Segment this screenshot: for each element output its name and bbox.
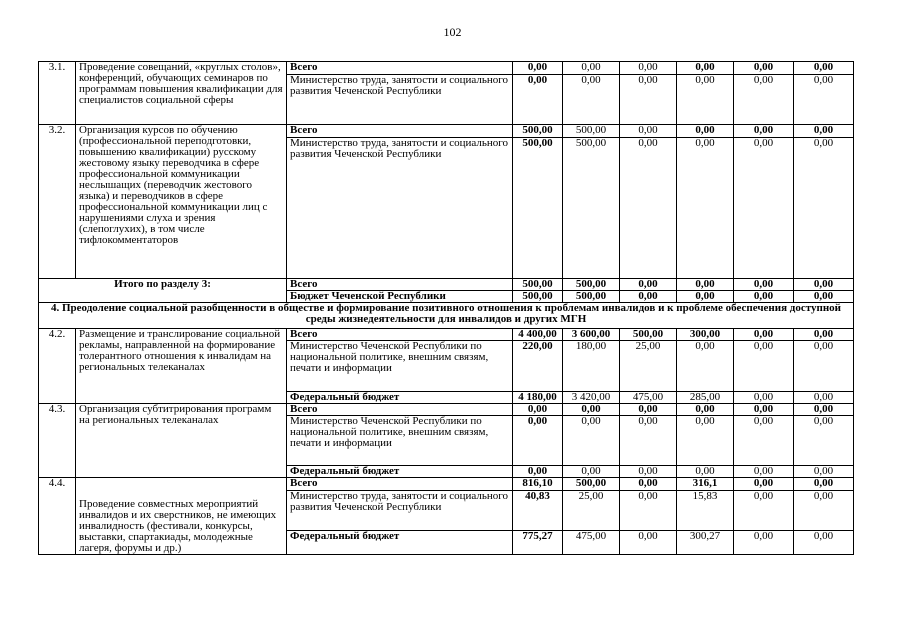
value-cell: 0,00 bbox=[677, 138, 734, 279]
funding-source: Министерство Чеченской Республики по национальной политике, внешним связям, печати и информации bbox=[287, 416, 513, 466]
value-cell: 0,00 bbox=[620, 416, 677, 466]
value-cell: 0,00 bbox=[794, 329, 854, 341]
value-cell: 0,00 bbox=[513, 75, 563, 125]
value-cell: 25,00 bbox=[620, 341, 677, 392]
value-cell: 0,00 bbox=[794, 341, 854, 392]
table-row bbox=[39, 404, 854, 416]
value-cell: 180,00 bbox=[563, 341, 620, 392]
value-cell: 300,27 bbox=[677, 531, 734, 555]
value-cell: 0,00 bbox=[734, 392, 794, 404]
value-cell: 40,83 bbox=[513, 491, 563, 531]
value-cell: 0,00 bbox=[734, 416, 794, 466]
section-total-label: Итого по разделу 3: bbox=[39, 279, 287, 303]
value-cell: 0,00 bbox=[620, 404, 677, 416]
budget-table bbox=[38, 61, 854, 555]
row-index: 3.1. bbox=[39, 62, 76, 125]
value-cell: 0,00 bbox=[620, 466, 677, 478]
value-cell: 0,00 bbox=[513, 404, 563, 416]
activity-cell: Размещение и транслирование социальной рекламы, направленной на формирование толерантного отношения к инвалидам на региональных телеканалах bbox=[76, 329, 287, 404]
value-cell: 4 400,00 bbox=[513, 329, 563, 341]
value-cell: 816,10 bbox=[513, 478, 563, 491]
funding-source: Федеральный бюджет bbox=[287, 392, 513, 404]
value-cell: 0,00 bbox=[734, 291, 794, 303]
value-cell: 0,00 bbox=[734, 279, 794, 291]
row-index: 3.2. bbox=[39, 125, 76, 279]
row-index: 4.2. bbox=[39, 329, 76, 404]
value-cell: 0,00 bbox=[563, 404, 620, 416]
value-cell: 0,00 bbox=[794, 291, 854, 303]
value-cell: 0,00 bbox=[563, 466, 620, 478]
value-cell: 500,00 bbox=[513, 279, 563, 291]
value-cell: 0,00 bbox=[620, 279, 677, 291]
value-cell: 0,00 bbox=[620, 491, 677, 531]
value-cell: 0,00 bbox=[794, 491, 854, 531]
value-cell: 0,00 bbox=[677, 291, 734, 303]
funding-source: Министерство труда, занятости и социального развития Чеченской Республики bbox=[287, 75, 513, 125]
value-cell: 0,00 bbox=[620, 478, 677, 491]
value-cell: 0,00 bbox=[734, 404, 794, 416]
section-heading: 4. Преодоление социальной разобщенности в обществе и формирование позитивного отношения к проблемам инвалидов и к проблеме обеспечения доступной среды жизнедеятельности для инвалидов и других МГН bbox=[39, 303, 854, 329]
value-cell: 0,00 bbox=[677, 279, 734, 291]
funding-source: Всего bbox=[287, 279, 513, 291]
value-cell: 0,00 bbox=[620, 138, 677, 279]
value-cell: 475,00 bbox=[563, 531, 620, 555]
value-cell: 0,00 bbox=[734, 125, 794, 138]
value-cell: 0,00 bbox=[513, 416, 563, 466]
value-cell: 220,00 bbox=[513, 341, 563, 392]
value-cell: 500,00 bbox=[563, 478, 620, 491]
activity-cell: Проведение совместных мероприятий инвалидов и их сверстников, не имеющих инвалидность (фестивали, конкурсы, выставки, спартакиады, молодежные лагеря, форумы и др.) bbox=[76, 478, 287, 555]
funding-source: Всего bbox=[287, 478, 513, 491]
value-cell: 285,00 bbox=[677, 392, 734, 404]
value-cell: 0,00 bbox=[620, 531, 677, 555]
value-cell: 0,00 bbox=[794, 125, 854, 138]
funding-source: Федеральный бюджет bbox=[287, 466, 513, 478]
value-cell: 0,00 bbox=[620, 291, 677, 303]
value-cell: 0,00 bbox=[794, 75, 854, 125]
value-cell: 475,00 bbox=[620, 392, 677, 404]
funding-source: Министерство Чеченской Республики по национальной политике, внешним связям, печати и информации bbox=[287, 341, 513, 392]
value-cell: 0,00 bbox=[563, 75, 620, 125]
funding-source: Бюджет Чеченской Республики bbox=[287, 291, 513, 303]
value-cell: 500,00 bbox=[513, 125, 563, 138]
value-cell: 0,00 bbox=[794, 478, 854, 491]
table-row bbox=[39, 62, 854, 75]
row-index: 4.4. bbox=[39, 478, 76, 555]
activity-cell: Проведение совещаний, «круглых столов», конференций, обучающих семинаров по программам повышения квалификации для специалистов социальной сферы bbox=[76, 62, 287, 125]
funding-source: Всего bbox=[287, 125, 513, 138]
value-cell: 0,00 bbox=[513, 62, 563, 75]
value-cell: 500,00 bbox=[563, 279, 620, 291]
value-cell: 0,00 bbox=[734, 531, 794, 555]
value-cell: 0,00 bbox=[563, 416, 620, 466]
value-cell: 300,00 bbox=[677, 329, 734, 341]
funding-source: Всего bbox=[287, 62, 513, 75]
value-cell: 0,00 bbox=[794, 392, 854, 404]
value-cell: 0,00 bbox=[734, 491, 794, 531]
value-cell: 0,00 bbox=[677, 416, 734, 466]
table-row bbox=[39, 478, 854, 491]
value-cell: 0,00 bbox=[677, 125, 734, 138]
page-number: 102 bbox=[443, 25, 462, 39]
value-cell: 316,1 bbox=[677, 478, 734, 491]
value-cell: 500,00 bbox=[563, 138, 620, 279]
funding-source: Всего bbox=[287, 329, 513, 341]
value-cell: 15,83 bbox=[677, 491, 734, 531]
value-cell: 0,00 bbox=[794, 138, 854, 279]
funding-source: Министерство труда, занятости и социального развития Чеченской Республики bbox=[287, 138, 513, 279]
value-cell: 0,00 bbox=[794, 62, 854, 75]
value-cell: 0,00 bbox=[677, 404, 734, 416]
value-cell: 0,00 bbox=[513, 466, 563, 478]
funding-source: Федеральный бюджет bbox=[287, 531, 513, 555]
value-cell: 0,00 bbox=[620, 62, 677, 75]
value-cell: 0,00 bbox=[734, 62, 794, 75]
value-cell: 3 420,00 bbox=[563, 392, 620, 404]
value-cell: 0,00 bbox=[677, 62, 734, 75]
value-cell: 0,00 bbox=[734, 329, 794, 341]
value-cell: 0,00 bbox=[677, 75, 734, 125]
table-row bbox=[39, 125, 854, 138]
row-index: 4.3. bbox=[39, 404, 76, 478]
value-cell: 0,00 bbox=[734, 466, 794, 478]
value-cell: 0,00 bbox=[677, 341, 734, 392]
value-cell: 0,00 bbox=[794, 404, 854, 416]
value-cell: 0,00 bbox=[734, 478, 794, 491]
value-cell: 775,27 bbox=[513, 531, 563, 555]
table-row bbox=[39, 279, 854, 291]
table-row bbox=[39, 303, 854, 329]
value-cell: 0,00 bbox=[620, 125, 677, 138]
value-cell: 4 180,00 bbox=[513, 392, 563, 404]
value-cell: 3 600,00 bbox=[563, 329, 620, 341]
value-cell: 0,00 bbox=[734, 138, 794, 279]
value-cell: 0,00 bbox=[620, 75, 677, 125]
value-cell: 500,00 bbox=[563, 125, 620, 138]
value-cell: 500,00 bbox=[513, 138, 563, 279]
value-cell: 500,00 bbox=[513, 291, 563, 303]
value-cell: 0,00 bbox=[734, 75, 794, 125]
value-cell: 0,00 bbox=[794, 531, 854, 555]
table-row bbox=[39, 329, 854, 341]
funding-source: Всего bbox=[287, 404, 513, 416]
value-cell: 0,00 bbox=[794, 279, 854, 291]
value-cell: 0,00 bbox=[794, 416, 854, 466]
value-cell: 0,00 bbox=[734, 341, 794, 392]
value-cell: 0,00 bbox=[563, 62, 620, 75]
value-cell: 0,00 bbox=[794, 466, 854, 478]
activity-cell: Организация субтитрирования программ на региональных телеканалах bbox=[76, 404, 287, 478]
funding-source: Министерство труда, занятости и социального развития Чеченской Республики bbox=[287, 491, 513, 531]
value-cell: 500,00 bbox=[563, 291, 620, 303]
value-cell: 25,00 bbox=[563, 491, 620, 531]
value-cell: 0,00 bbox=[677, 466, 734, 478]
activity-cell: Организация курсов по обучению (профессиональной переподготовки, повышению квалификации) русскому жестовому языку переводчика в сфере профессиональной коммуникации неслышащих (переводчик жестового языка) и переводчиков в сфере профессиональной коммуникации лиц с нарушениями слуха и зрения (слепоглухих), в том числе тифлокомментаторов bbox=[76, 125, 287, 279]
value-cell: 500,00 bbox=[620, 329, 677, 341]
